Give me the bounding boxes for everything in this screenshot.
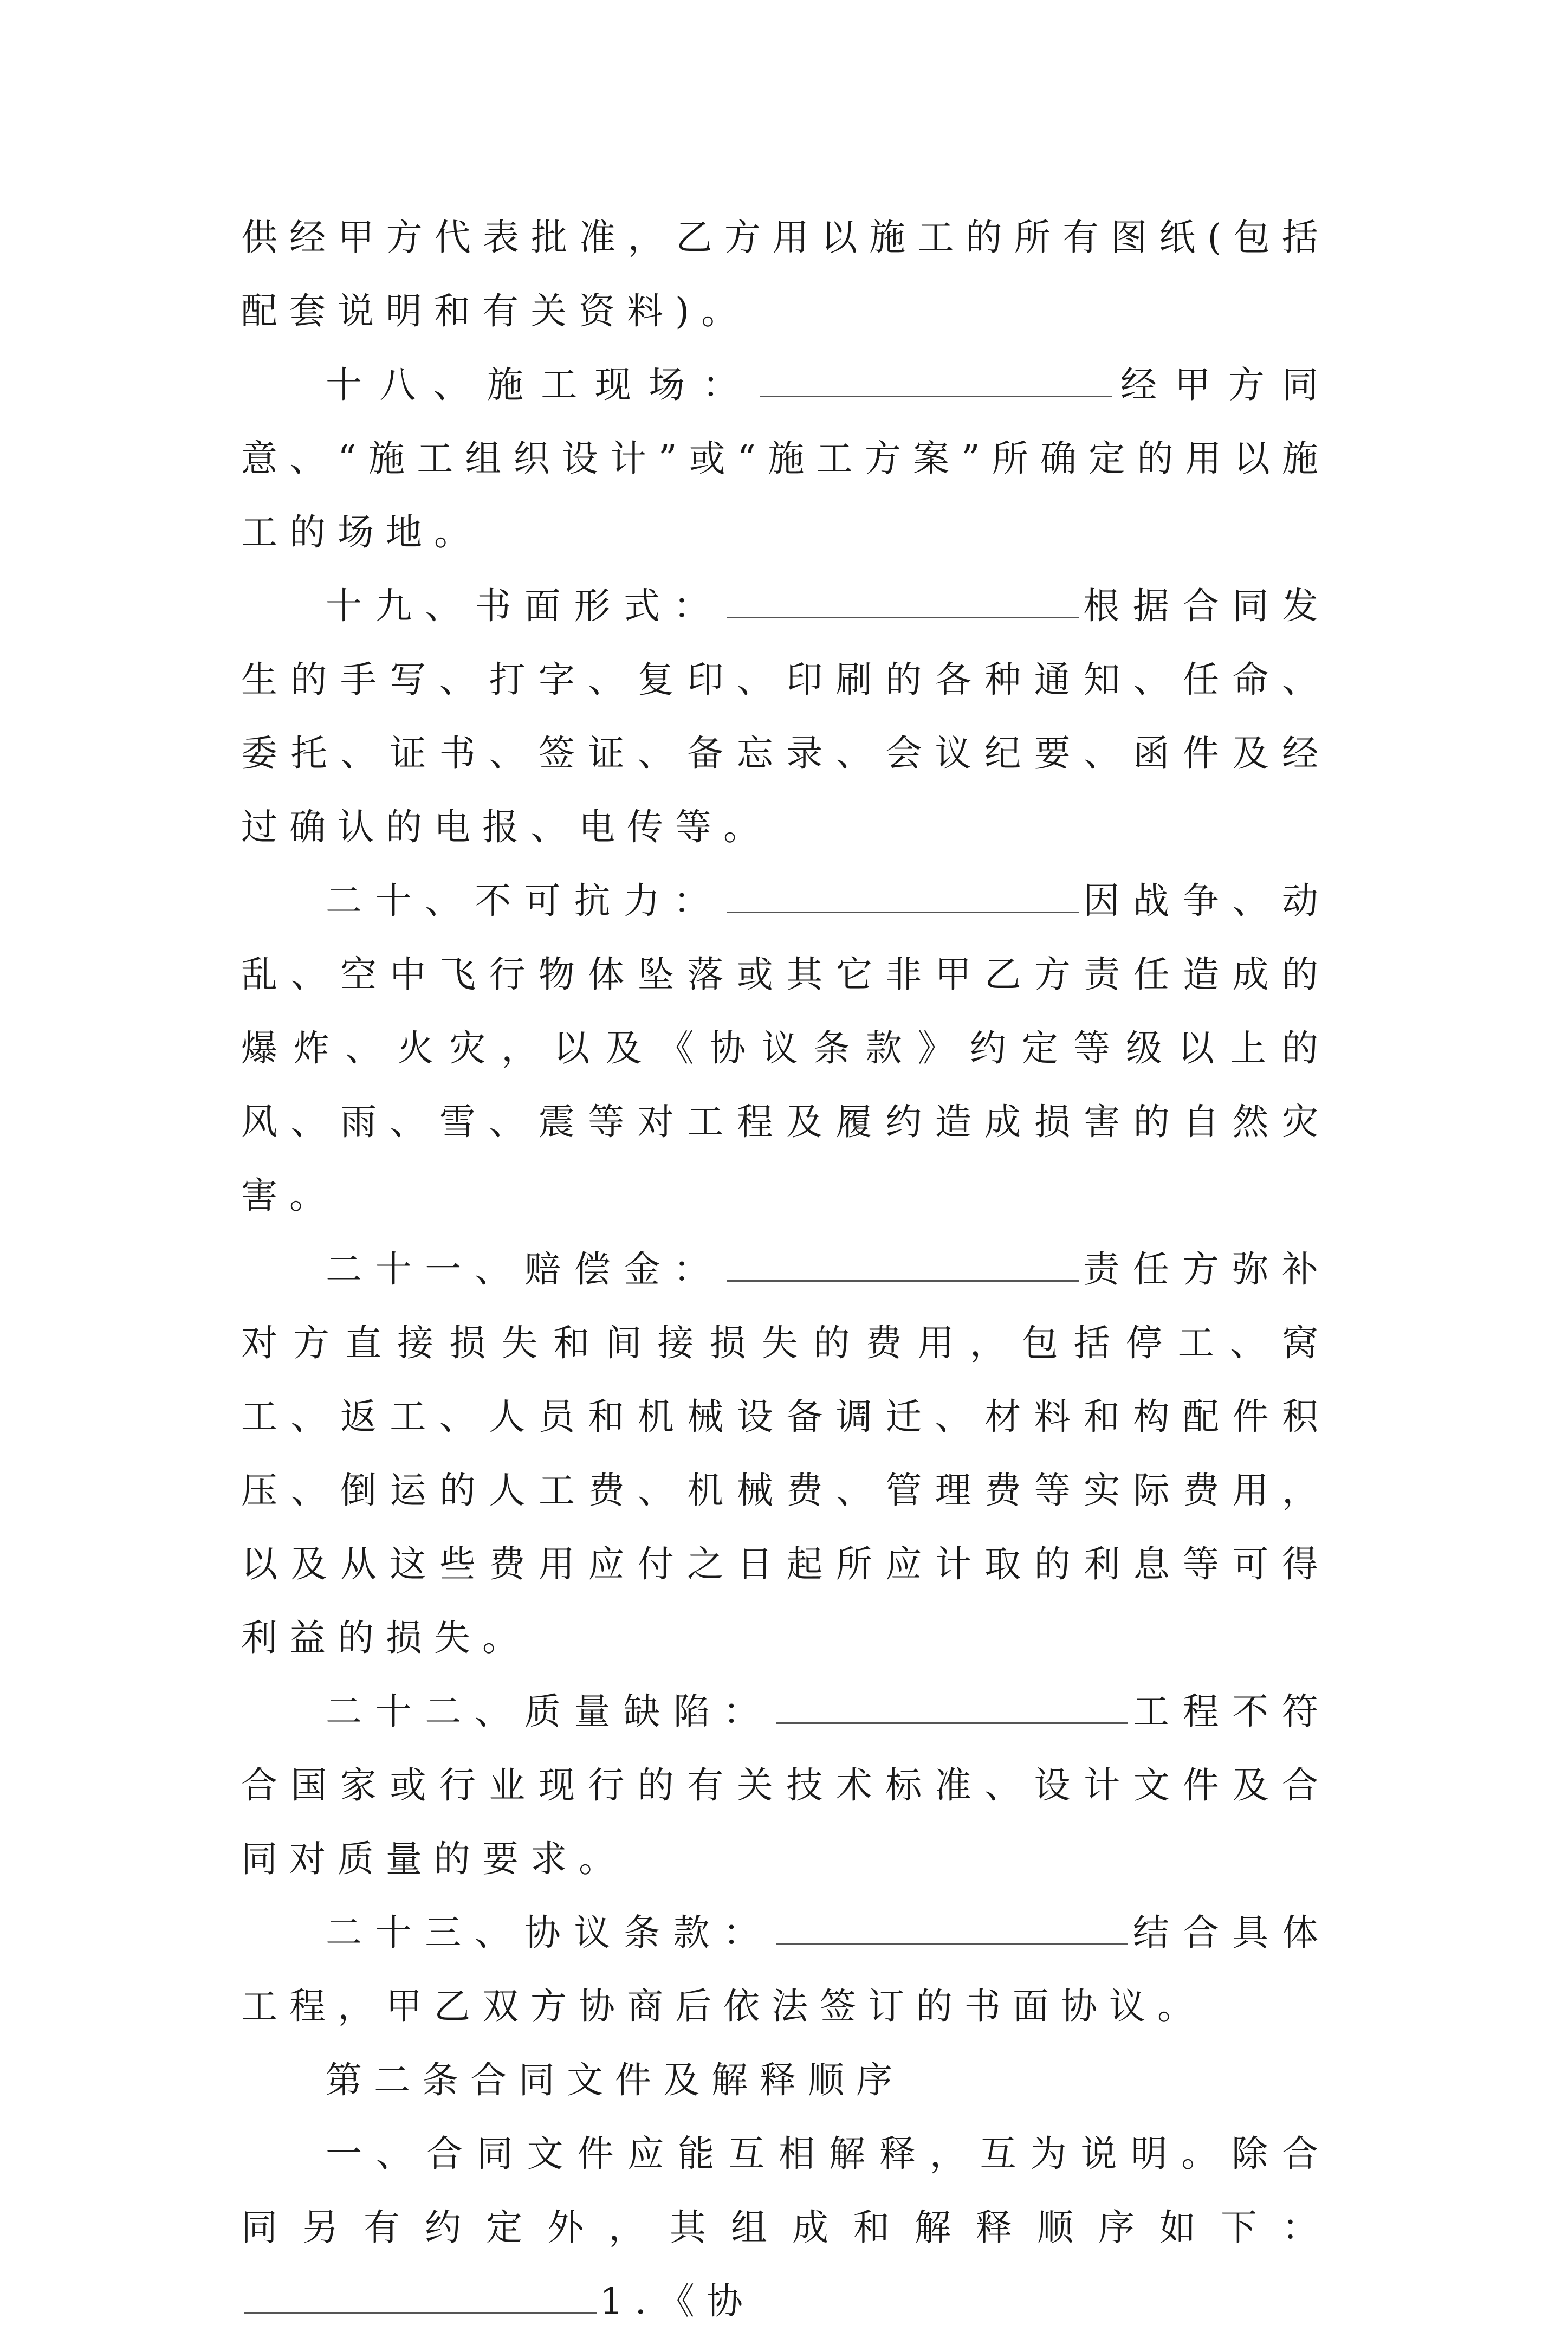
- paragraph-agreement-terms: [241, 1896, 1330, 2043]
- clause-text: 因战争、动乱、空中飞行物体坠落或其它非甲乙方责任造成的爆炸、火灾，以及《协议条款》约定等级以上的风、雨、雪、震等对工程及履约造成损害的自然灾害。: [241, 880, 1331, 1217]
- fill-in-blank[interactable]: [760, 363, 1112, 397]
- clause-heading: 二十二、质量缺陷：: [326, 1690, 773, 1733]
- paragraph-force-majeure: [241, 864, 1330, 1232]
- clause-heading: 二十一、赔偿金：: [326, 1248, 723, 1290]
- clause-text: 责任方弥补对方直接损失和间接损失的费用，包括停工、窝工、返工、人员和机械设备调迁、材料和构配件积压、倒运的人工费、机械费、管理费等实际费用，以及从这些费用应付之日起所应计取的利息等可得利益的损失。: [241, 1248, 1331, 1659]
- paragraph-text: 供经甲方代表批准，乙方用以施工的所有图纸(包括配套说明和有关资料)。: [241, 216, 1330, 332]
- clause-text-continued: 1.《协: [600, 2280, 755, 2322]
- fill-in-blank[interactable]: [776, 1911, 1128, 1945]
- fill-in-blank[interactable]: [727, 879, 1079, 913]
- clause-text: 一、合同文件应能互相解释，互为说明。除合同另有约定外，其组成和解释顺序如下：: [241, 2133, 1330, 2249]
- paragraph-drawings-definition: [241, 201, 1330, 348]
- section-title: 第二条合同文件及解释顺序: [326, 2059, 904, 2101]
- clause-heading: 十九、书面形式：: [326, 585, 723, 627]
- clause-text: 经甲方同意、“施工组织设计”或“施工方案”所确定的用以施工的场地。: [241, 364, 1331, 553]
- clause-text: 根据合同发生的手写、打字、复印、印刷的各种通知、任命、委托、证书、签证、备忘录、会议纪要、函件及经过确认的电报、电传等。: [241, 585, 1331, 848]
- section-heading-article-2: [241, 2043, 1330, 2117]
- paragraph-document-order: [241, 2117, 1330, 2338]
- clause-heading: 二十、不可抗力：: [326, 880, 723, 922]
- paragraph-construction-site: [241, 348, 1330, 569]
- fill-in-blank[interactable]: [244, 2279, 597, 2314]
- paragraph-written-form: [241, 569, 1330, 864]
- clause-heading: 二十三、协议条款：: [326, 1911, 773, 1954]
- clause-text: 结合具体工程，甲乙双方协商后依法签订的书面协议。: [241, 1911, 1331, 2027]
- fill-in-blank[interactable]: [727, 1248, 1079, 1282]
- clause-text: 工程不符合国家或行业现行的有关技术标准、设计文件及合同对质量的要求。: [241, 1690, 1331, 1880]
- paragraph-quality-defect: [241, 1675, 1330, 1896]
- fill-in-blank[interactable]: [727, 584, 1079, 618]
- paragraph-compensation: [241, 1232, 1330, 1675]
- fill-in-blank[interactable]: [776, 1690, 1128, 1724]
- clause-heading: 十八、施工现场：: [326, 364, 756, 406]
- contract-text: [241, 201, 1330, 2338]
